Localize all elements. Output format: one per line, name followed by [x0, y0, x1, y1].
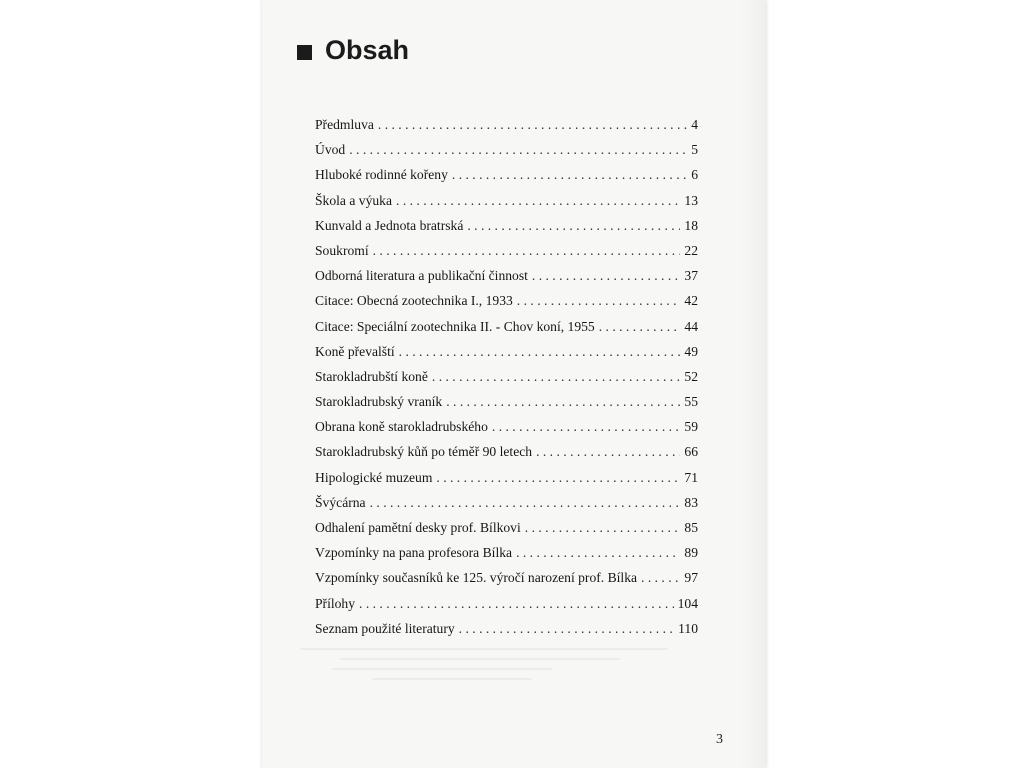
- toc-entry-title: Vzpomínky na pana profesora Bílka: [315, 545, 513, 561]
- toc-entry: [315, 515, 698, 540]
- toc-entry: [315, 540, 698, 565]
- toc-leader-dots: [532, 263, 681, 288]
- toc-entry: [315, 465, 698, 490]
- toc-entry-page: 22: [684, 242, 698, 258]
- toc-entry: [315, 137, 698, 162]
- toc-entry-title: Švýcárna: [315, 494, 366, 510]
- toc-leader-dots: [396, 188, 680, 213]
- toc-entry-page: 44: [684, 318, 698, 334]
- toc-entry-page: 59: [684, 419, 698, 435]
- toc-entry-title: Odhalení pamětní desky prof. Bílkovi: [315, 520, 521, 535]
- toc-heading: [297, 35, 409, 66]
- toc-entry: [315, 389, 698, 414]
- toc-leader-dots: [492, 414, 681, 439]
- toc-leader-dots: [641, 565, 680, 590]
- toc-entry-title: Úvod: [315, 142, 346, 158]
- toc-entry: [315, 490, 698, 515]
- toc-entry-title: Koně převalští: [315, 343, 395, 359]
- toc-leader-dots: [432, 364, 681, 389]
- toc-entry-page: 104: [677, 595, 698, 611]
- toc-entry: [315, 314, 698, 339]
- toc-leader-dots: [359, 591, 674, 616]
- toc-entry: [315, 288, 698, 313]
- toc-entry-page: 42: [684, 293, 698, 309]
- toc-entry-page: 13: [684, 192, 698, 208]
- toc-entry-title: Vzpomínky současníků ke 125. výročí narození prof. Bílka: [315, 570, 638, 586]
- toc-leader-dots: [517, 288, 681, 313]
- toc-entry: [315, 339, 698, 364]
- toc-entry-title: Starokladrubský kůň po téměř 90 letech: [315, 444, 533, 460]
- toc-entry: [315, 414, 698, 439]
- page-edge-shadow: [740, 0, 766, 768]
- toc-entry-title: Hluboké rodinné kořeny: [315, 167, 448, 183]
- toc-entry-title: Starokladrubští koně: [315, 368, 428, 384]
- toc-leader-dots: [459, 616, 674, 641]
- toc-entry: [315, 591, 698, 616]
- toc-entry-page: 52: [684, 368, 698, 384]
- toc-entry-page: 18: [684, 217, 698, 233]
- toc-entry-page: 89: [684, 545, 698, 561]
- toc-entry-page: 49: [684, 343, 698, 359]
- toc-entry-title: Citace: Speciální zootechnika II. - Chov koní, 1955: [315, 318, 595, 334]
- toc-entry-title: Obrana koně starokladrubského: [315, 419, 488, 435]
- toc-entry-page: 110: [678, 620, 698, 636]
- toc-heading-text: Obsah: [325, 35, 410, 65]
- toc-entry-page: 4: [691, 117, 698, 132]
- toc-entry-title: Odborná literatura a publikační činnost: [315, 268, 528, 284]
- toc-leader-dots: [446, 389, 680, 414]
- table-of-contents: [315, 112, 698, 641]
- toc-entry-page: 83: [684, 494, 698, 510]
- toc-entry-title: Starokladrubský vraník: [315, 394, 443, 410]
- toc-entry-page: 55: [684, 394, 698, 410]
- toc-entry: [315, 565, 698, 590]
- toc-leader-dots: [373, 238, 681, 263]
- toc-leader-dots: [516, 540, 680, 565]
- toc-entry: [315, 439, 698, 464]
- toc-entry: [315, 238, 698, 263]
- toc-leader-dots: [349, 137, 687, 162]
- toc-leader-dots: [536, 439, 680, 464]
- toc-entry-page: 66: [684, 444, 698, 460]
- toc-entry-title: Škola a výuka: [315, 192, 393, 208]
- toc-entry-title: Seznam použité literatury: [315, 620, 455, 636]
- toc-entry: [315, 188, 698, 213]
- toc-leader-dots: [452, 162, 687, 187]
- toc-leader-dots: [436, 465, 680, 490]
- toc-leader-dots: [525, 515, 681, 540]
- toc-leader-dots: [467, 213, 680, 238]
- toc-entry: [315, 112, 698, 137]
- heading-square-bullet: [297, 45, 312, 60]
- toc-leader-dots: [599, 314, 681, 339]
- page-number: 3: [716, 732, 723, 747]
- toc-entry-title: Soukromí: [315, 242, 369, 258]
- toc-entry-title: Kunvald a Jednota bratrská: [315, 217, 464, 233]
- toc-entry-page: 85: [684, 520, 698, 535]
- toc-leader-dots: [399, 339, 681, 364]
- toc-entry-title: Přílohy: [315, 595, 356, 611]
- toc-leader-dots: [378, 112, 687, 137]
- toc-entry-page: 71: [684, 469, 698, 485]
- toc-entry-title: Hipologické muzeum: [315, 469, 433, 485]
- toc-leader-dots: [370, 490, 681, 515]
- toc-entry-title: Předmluva: [315, 117, 374, 132]
- toc-entry-title: Citace: Obecná zootechnika I., 1933: [315, 293, 513, 309]
- toc-entry-page: 37: [684, 268, 698, 284]
- toc-entry: [315, 263, 698, 288]
- toc-entry: [315, 616, 698, 641]
- toc-entry: [315, 162, 698, 187]
- toc-entry-page: 5: [691, 142, 698, 158]
- toc-entry-page: 97: [684, 570, 698, 586]
- bleed-through-lines: [300, 640, 700, 710]
- toc-entry: [315, 364, 698, 389]
- toc-entry: [315, 213, 698, 238]
- toc-entry-page: 6: [691, 167, 698, 183]
